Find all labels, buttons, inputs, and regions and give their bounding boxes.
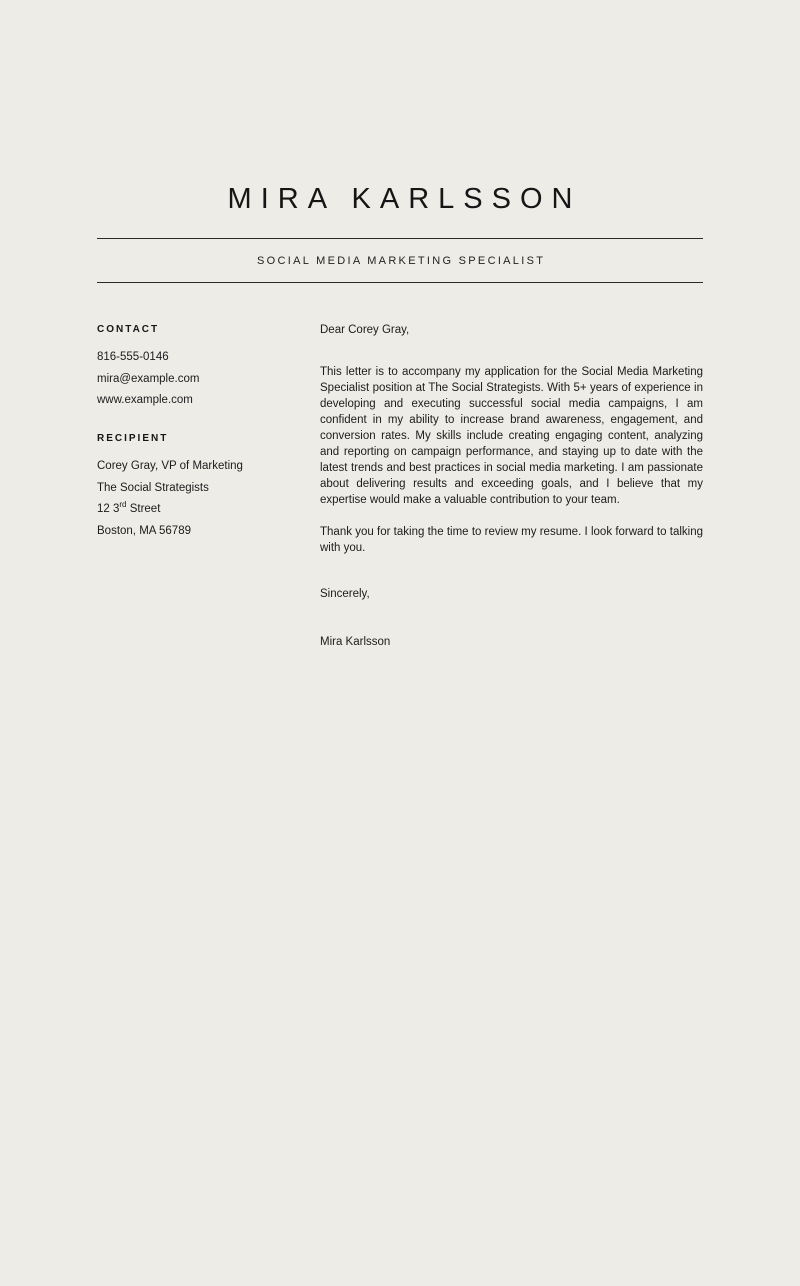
letter-main: [97, 324, 703, 648]
contact-heading: CONTACT: [97, 324, 160, 335]
recipient-city: Boston, MA 56789: [97, 524, 191, 537]
recipient-street: [97, 500, 300, 515]
letter-body: [320, 324, 703, 648]
letter-paragraph: Thank you for taking the time to review my resume. I look forward to talking with you.: [320, 526, 703, 554]
recipient-company: The Social Strategists: [97, 481, 209, 494]
contact-website: www.example.com: [97, 394, 193, 406]
contact-phone: 816-555-0146: [97, 351, 169, 363]
recipient-section: [97, 433, 300, 537]
page-title: MIRA KARLSSON: [227, 183, 582, 215]
letter-paragraph: This letter is to accompany my application for the Social Media Marketing Specialist position at The Social Strategists. With 5+ years of experience in developing and executing successful social media campaigns, I am confident in my ability to increase brand awareness, engagement, and conversion rates. My skills include creating engaging content, analyzing and reporting on campaign performance, and staying up to date with the latest trends and best practices in social media marketing. I am passionate about delivering results and exceeding goals, and I believe that my expertise would make a valuable contribution to your team.: [320, 366, 703, 506]
job-title-subtitle: SOCIAL MEDIA MARKETING SPECIALIST: [257, 255, 546, 267]
sidebar: [97, 324, 320, 546]
recipient-name: Corey Gray, VP of Marketing: [97, 460, 243, 472]
recipient-street-ordinal: rd: [119, 500, 127, 510]
recipient-street-suffix: Street: [126, 503, 161, 515]
contact-section: [97, 324, 300, 406]
recipient-street-prefix: 12 3: [97, 503, 120, 515]
contact-email: mira@example.com: [97, 372, 200, 385]
letter-salutation: Dear Corey Gray,: [320, 324, 410, 336]
letter-signature: Mira Karlsson: [320, 636, 391, 648]
header-bottom-rule: [97, 282, 703, 283]
recipient-heading: RECIPIENT: [97, 433, 169, 444]
letter-closing: Sincerely,: [320, 588, 370, 600]
